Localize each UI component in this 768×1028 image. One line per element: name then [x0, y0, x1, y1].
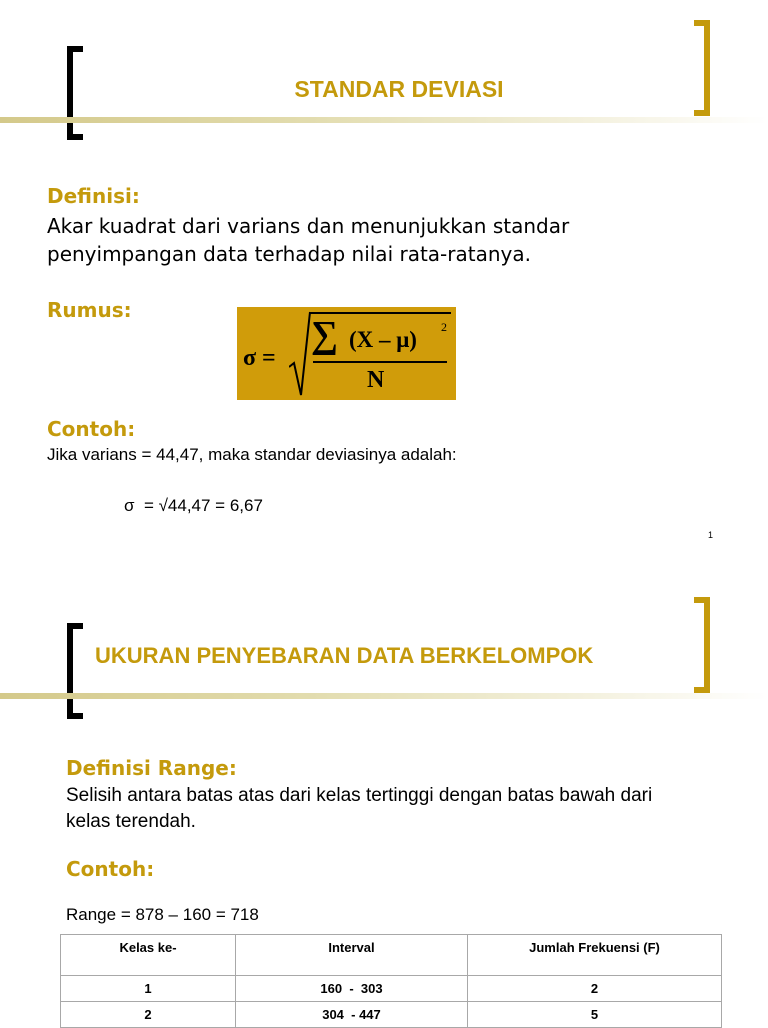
formula-numerator: (X – μ)	[349, 327, 417, 352]
left-bracket-decoration	[67, 623, 83, 719]
range-heading: Definisi Range:	[66, 756, 237, 780]
definisi-heading: Definisi:	[47, 184, 140, 208]
column-header-kelas: Kelas ke-	[61, 935, 236, 976]
table-cell: 304 - 447	[236, 1002, 468, 1028]
formula-lhs: σ =	[243, 345, 276, 371]
column-header-interval: Interval	[236, 935, 468, 976]
definisi-text: Akar kuadrat dari varians dan menunjukkan standar penyimpangan data terhadap nilai rata-ratanya.	[47, 214, 570, 266]
radical-sign-icon	[289, 311, 311, 397]
slide-title: UKURAN PENYEBARAN DATA BERKELOMPOK	[95, 643, 594, 668]
contoh-text: Jika varians = 44,47, maka standar deviasinya adalah:	[47, 445, 457, 464]
slide-title: STANDAR DEVIASI	[294, 76, 504, 102]
fraction-bar	[313, 361, 447, 363]
right-bracket-decoration	[694, 597, 710, 693]
standard-deviation-formula	[237, 307, 456, 400]
range-definition-text: Selisih antara batas atas dari kelas tertinggi dengan batas bawah dari kelas terendah.	[66, 785, 653, 832]
title-rule	[0, 693, 768, 699]
table-cell: 160 - 303	[236, 976, 468, 1002]
contoh-heading: Contoh:	[47, 417, 136, 441]
sum-symbol: ∑	[311, 314, 339, 356]
frequency-table	[60, 934, 722, 1028]
formula-exponent: 2	[441, 320, 447, 334]
table-cell: 2	[61, 1002, 236, 1028]
table-cell: 2	[468, 976, 722, 1002]
rumus-heading: Rumus:	[47, 298, 132, 322]
table-header-row	[61, 935, 722, 976]
table-cell: 5	[468, 1002, 722, 1028]
range-calculation: Range = 878 – 160 = 718	[66, 905, 259, 924]
contoh-heading: Contoh:	[66, 857, 155, 881]
contoh-calculation: σ = √44,47 = 6,67	[124, 496, 263, 515]
table-cell: 1	[61, 976, 236, 1002]
table-row	[61, 976, 722, 1002]
page-number: 1	[708, 530, 714, 540]
formula-denominator: N	[367, 367, 385, 393]
title-rule	[0, 117, 768, 123]
column-header-frekuensi: Jumlah Frekuensi (F)	[468, 935, 722, 976]
